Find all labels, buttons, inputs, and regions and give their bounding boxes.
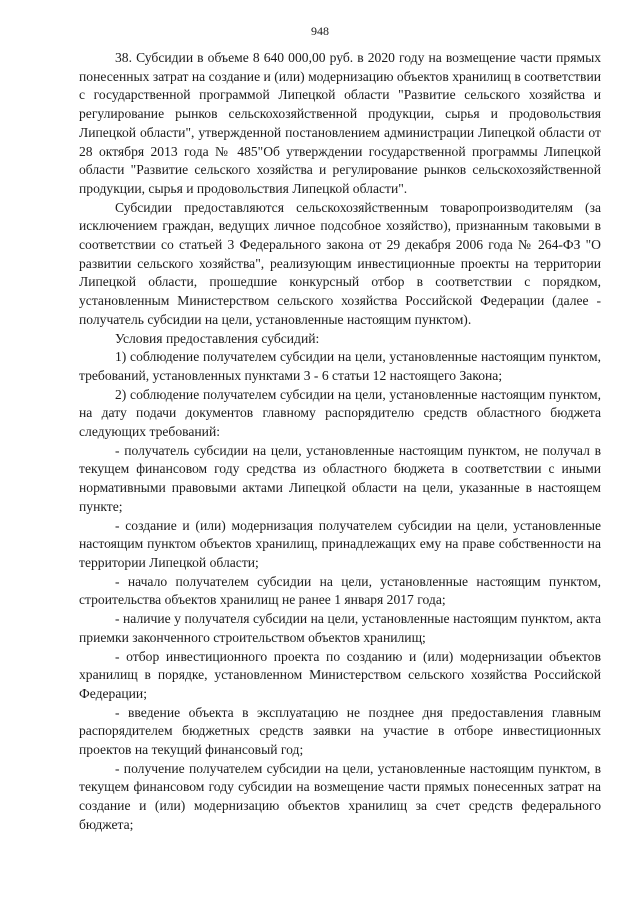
document-body — [79, 49, 601, 835]
paragraph-recipients: Субсидии предоставляются сельскохозяйственным товаропроизводителям (за исключением граждан, ведущих личное подсобное хозяйство), признанным таковыми в соответствии со статьей 3 Федерального закона от 29 декабря 2006 года № 264-ФЗ "О развитии сельского хозяйства", реализующим инвестиционные проекты на территории Липецкой области, прошедшие конкурсный отбор в соответствии с порядком, установленным Министерством сельского хозяйства Российской Федерации (далее - получатель субсидии на цели, установленные настоящим пунктом). — [79, 199, 601, 327]
paragraph-item-38-header: 38. Субсидии в объеме 8 640 000,00 руб. в 2020 году на возмещение части прямых понесенных затрат на создание и (или) модернизацию объектов хранилищ в соответствии с государственной программой Липецкой области "Развитие сельского хозяйства и регулирование рынков сельскохозяйственной продукции, сырья и продовольствия Липецкой области", утвержденной постановлением администрации Липецкой области от 28 октября 2013 года № 485"Об утверждении государственной программы Липецкой области "Развитие сельского хозяйства и регулирование рынков сельскохозяйственной продукции, сырья и продовольствия Липецкой области". — [79, 50, 601, 196]
paragraph-requirement-construction-start: - начало получателем субсидии на цели, установленные настоящим пунктом, строительства объектов хранилищ не ранее 1 января 2017 года; — [79, 573, 601, 608]
paragraph-requirement-project-selection: - отбор инвестиционного проекта по созданию и (или) модернизации объектов хранилищ в порядке, установленном Министерством сельского хозяйства Российской Федерации; — [79, 648, 601, 701]
page-number: 948 — [311, 24, 329, 38]
paragraph-condition-1: 1) соблюдение получателем субсидии на цели, установленные настоящим пунктом, требований, установленных пунктами 3 - 6 статьи 12 настоящего Закона; — [79, 349, 601, 383]
paragraph-requirement-ownership: - создание и (или) модернизация получателем субсидии на цели, установленные настоящим пунктом объектов хранилищ, принадлежащих ему на праве собственности на территории Липецкой области; — [79, 517, 601, 570]
paragraph-conditions-heading: Условия предоставления субсидий: — [115, 330, 320, 346]
paragraph-requirement-federal-subsidy: - получение получателем субсидии на цели, установленные настоящим пунктом, в текущем финансовом году субсидии на возмещение части прямых понесенных затрат на создание и (или) модернизацию объектов хранилищ за счет средств федерального бюджета; — [79, 760, 601, 832]
paragraph-condition-2: 2) соблюдение получателем субсидии на цели, установленные настоящим пунктом, на дату подачи документов главному распорядителю средств областного бюджета следующих требований: — [79, 386, 601, 440]
paragraph-requirement-commissioning: - введение объекта в эксплуатацию не позднее дня предоставления главным распорядителем бюджетных средств заявки на участие в отборе инвестиционных проектов на текущий финансовый год; — [79, 704, 601, 758]
paragraph-requirement-acceptance-act: - наличие у получателя субсидии на цели, установленные настоящим пунктом, акта приемки законченного строительством объектов хранилищ; — [79, 611, 601, 645]
paragraph-requirement-no-other-funds: - получатель субсидии на цели, установленные настоящим пунктом, не получал в текущем финансовом году средства из областного бюджета в соответствии с иными нормативными правовыми актами Липецкой области на цели, указанные в настоящем пункте; — [79, 442, 601, 514]
